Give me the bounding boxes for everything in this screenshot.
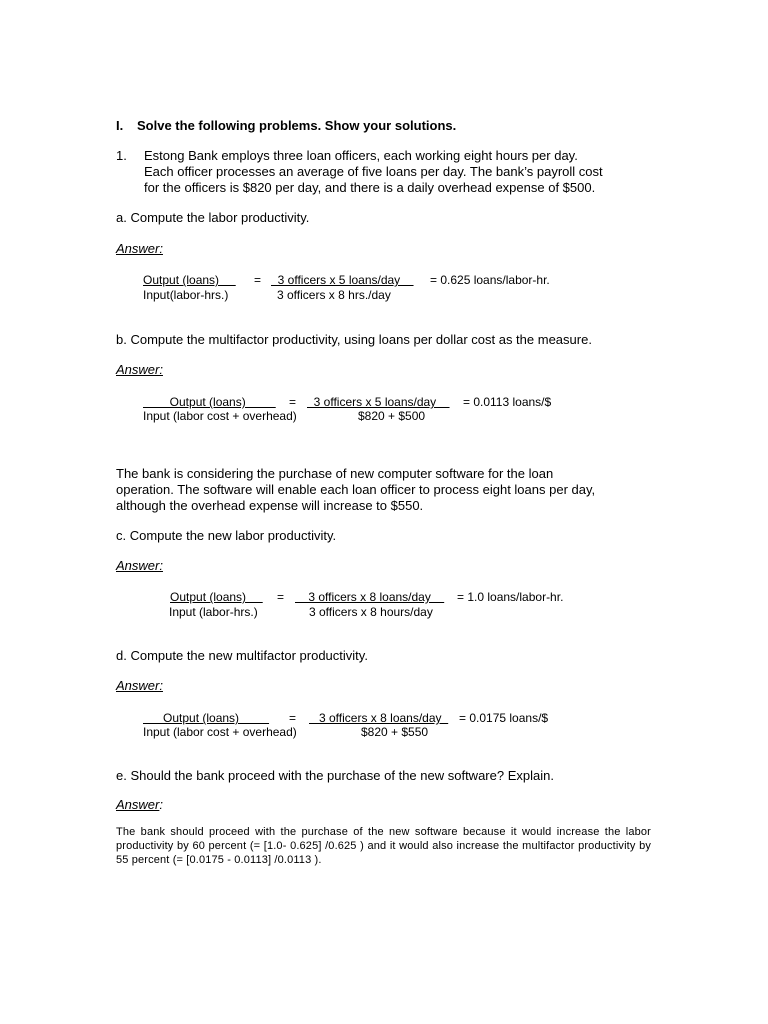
answer-label-e-word: Answer xyxy=(116,797,160,812)
fraction-d-right-denominator: $820 + $550 xyxy=(361,725,429,739)
answer-label-a: Answer: xyxy=(116,241,163,256)
answer-label-c: Answer: xyxy=(116,558,163,573)
equals-sign-a: = xyxy=(254,273,262,287)
problem-line-2: Each officer processes an average of five loans per day. The bank’s payroll cost xyxy=(144,164,603,179)
fraction-c-left-denominator: Input (labor-hrs.) xyxy=(169,605,258,619)
heading-number: I. xyxy=(116,118,124,133)
answer-label-b: Answer: xyxy=(116,362,163,377)
result-a: = 0.625 loans/labor-hr. xyxy=(430,273,550,287)
fraction-a-right-denominator: 3 officers x 8 hrs./day xyxy=(277,288,391,302)
software-paragraph-line-1: The bank is considering the purchase of new computer software for the loan xyxy=(116,466,554,481)
fraction-c-left-numerator: Output (loans) xyxy=(170,590,263,604)
fraction-c-right-denominator: 3 officers x 8 hours/day xyxy=(309,605,433,619)
fraction-d-right-numerator: 3 officers x 8 loans/day xyxy=(309,711,449,725)
question-d: d. Compute the new multifactor productivity. xyxy=(116,648,368,663)
fraction-a-right-numerator: 3 officers x 5 loans/day xyxy=(271,273,414,287)
fraction-b-left-numerator: Output (loans) xyxy=(143,395,276,409)
answer-label-e xyxy=(116,797,163,813)
fraction-b-right-numerator: 3 officers x 5 loans/day xyxy=(307,395,450,409)
problem-number: 1. xyxy=(116,148,127,163)
fraction-b-right-denominator: $820 + $500 xyxy=(358,409,426,423)
heading-text: Solve the following problems. Show your solutions. xyxy=(137,118,457,133)
equals-sign-d: = xyxy=(289,711,297,725)
answer-label-e-colon: : xyxy=(159,797,163,812)
fraction-a-left-denominator: Input(labor-hrs.) xyxy=(143,288,229,302)
fraction-b-left-denominator: Input (labor cost + overhead) xyxy=(143,409,297,423)
answer-e-text: The bank should proceed with the purchase of the new software because it would increase the labor productivity by 60 percent (= [1.0- 0.625] /0.625 ) and it would also increase the multifactor productivity by 55 percent (= [0.0175 - 0.0113] /0.0113 ). xyxy=(116,826,651,866)
question-b: b. Compute the multifactor productivity, using loans per dollar cost as the measure. xyxy=(116,332,592,347)
question-e: e. Should the bank proceed with the purchase of the new software? Explain. xyxy=(116,768,554,783)
result-b: = 0.0113 loans/$ xyxy=(463,395,552,409)
fraction-a-left-numerator: Output (loans) xyxy=(143,273,236,287)
equals-sign-c: = xyxy=(277,590,285,604)
result-c: = 1.0 loans/labor-hr. xyxy=(457,590,564,604)
fraction-d-left-denominator: Input (labor cost + overhead) xyxy=(143,725,297,739)
problem-line-3: for the officers is $820 per day, and there is a daily overhead expense of $500. xyxy=(144,180,596,195)
fraction-d-left-numerator: Output (loans) xyxy=(143,711,270,725)
fraction-c-right-numerator: 3 officers x 8 loans/day xyxy=(295,590,445,604)
question-c: c. Compute the new labor productivity. xyxy=(116,528,337,543)
result-d: = 0.0175 loans/$ xyxy=(459,711,549,725)
answer-label-d: Answer: xyxy=(116,678,163,693)
equals-sign-b: = xyxy=(289,395,297,409)
problem-line-1: Estong Bank employs three loan officers, each working eight hours per day. xyxy=(144,148,578,163)
software-paragraph-line-2: operation. The software will enable each loan officer to process eight loans per day, xyxy=(116,482,596,497)
software-paragraph-line-3: although the overhead expense will increase to $550. xyxy=(116,498,424,513)
question-a: a. Compute the labor productivity. xyxy=(116,210,310,225)
